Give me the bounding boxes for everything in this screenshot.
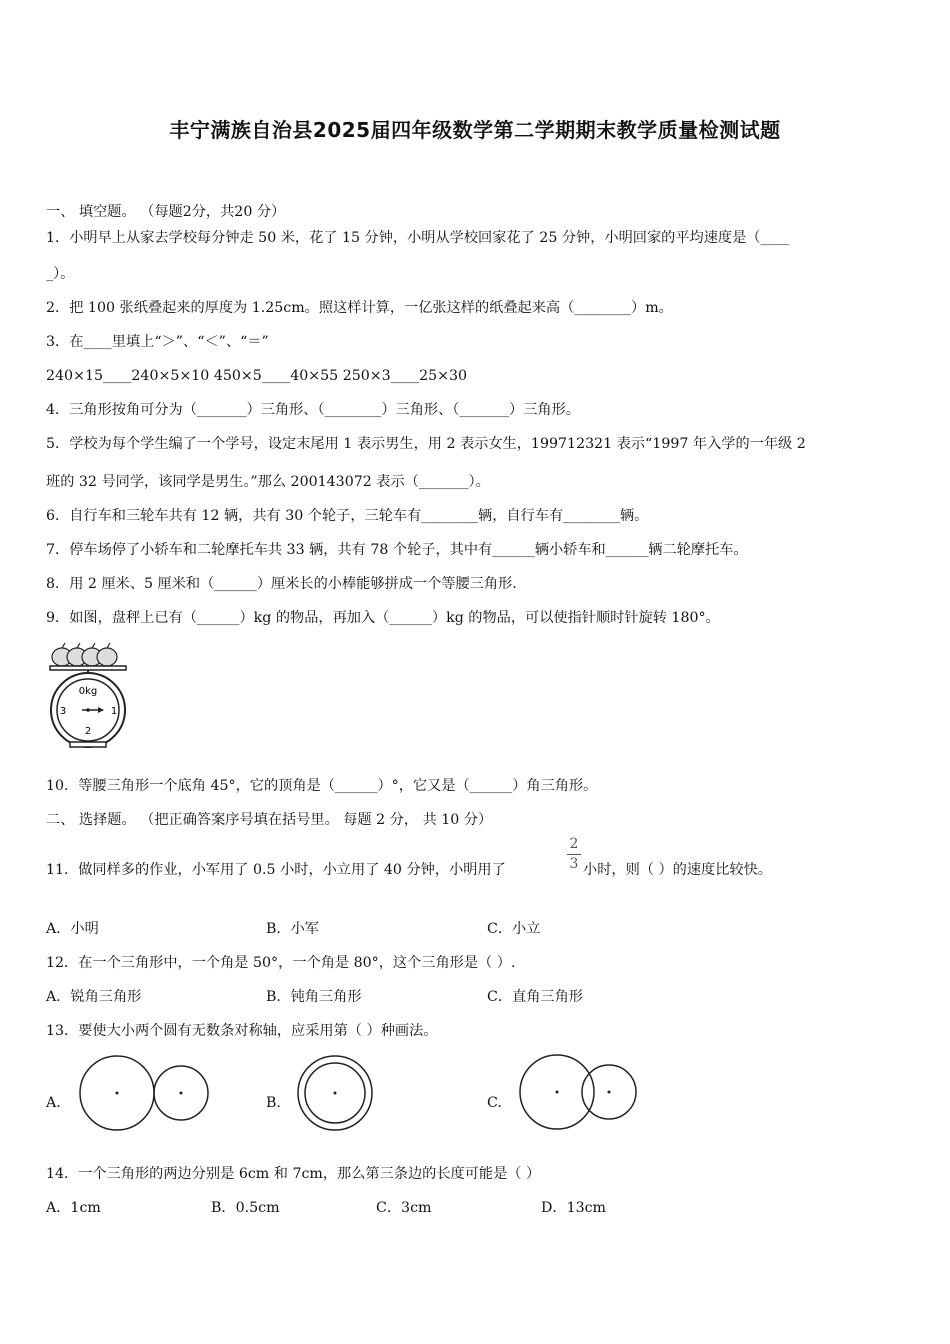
section-2-heading: 二、 选择题。 （把正确答案序号填在括号里。 每题 2 分， 共 10 分） [46, 812, 493, 828]
question-9: 9．如图，盘秤上已有（______）kg 的物品，再加入（______）kg 的物品，可以使指针顺时针旋转 180°。 [46, 610, 720, 626]
q14-option-c: C．3cm [376, 1200, 432, 1216]
section-1-heading: 一、 填空题。 （每题2分，共20 分） [46, 204, 286, 220]
q13-option-a: A. [46, 1095, 61, 1111]
q13-figure-a [76, 1054, 216, 1136]
scale-pan [50, 666, 126, 670]
q11-option-c: C．小立 [487, 921, 541, 937]
q13-option-c: C. [487, 1095, 502, 1111]
scale-label-zero: 0kg [78, 686, 98, 697]
q11-option-b: B．小军 [266, 921, 319, 937]
question-5: 5．学校为每个学生编了一个学号，设定末尾用 1 表示男生，用 2 表示女生，199712321 表示“1997 年入学的一年级 2 [46, 436, 806, 452]
question-11: 11．做同样多的作业，小军用了 0.5 小时，小立用了 40 分钟，小明用了 [46, 862, 506, 878]
question-6: 6．自行车和三轮车共有 12 辆，共有 30 个轮子，三轮车有________辆，自行车有________辆。 [46, 508, 649, 524]
question-7: 7．停车场停了小轿车和二轮摩托车共 33 辆，共有 78 个轮子，其中有______辆小轿车和______辆二轮摩托车。 [46, 542, 748, 558]
question-1-continued: _）。 [46, 266, 75, 282]
question-5-continued: 班的 32 号同学，该同学是男生。”那么 200143072 表示（_______）。 [46, 474, 490, 490]
scale-figure [44, 638, 134, 750]
q12-option-b: B．钝角三角形 [266, 989, 362, 1005]
question-13: 13．要使大小两个圆有无数条对称轴，应采用第（ ）种画法。 [46, 1023, 438, 1039]
q11-option-a: A．小明 [46, 921, 99, 937]
question-12: 12．在一个三角形中，一个角是 50°，一个角是 80°，这个三角形是（ ）. [46, 955, 516, 971]
q13-figure-b [294, 1054, 378, 1136]
question-3-comparisons: 240×15____240×5×10 450×5____40×55 250×3____25×30 [46, 368, 468, 384]
question-8: 8．用 2 厘米、5 厘米和（______）厘米长的小棒能够拼成一个等腰三角形. [46, 576, 517, 592]
question-11-end: 小时，则（ ）的速度比较快。 [583, 862, 772, 878]
question-14: 14．一个三角形的两边分别是 6cm 和 7cm，那么第三条边的长度可能是（ ） [46, 1166, 541, 1182]
fraction-denominator: 3 [569, 856, 579, 872]
scale-label-left: 3 [59, 706, 67, 717]
q13-option-b: B. [266, 1095, 281, 1111]
q14-option-d: D．13cm [541, 1200, 607, 1216]
q14-option-b: B．0.5cm [211, 1200, 280, 1216]
fraction-numerator: 2 [569, 836, 579, 852]
q14-option-a: A．1cm [46, 1200, 101, 1216]
scale-label-bottom: 2 [84, 726, 92, 737]
question-2: 2．把 100 张纸叠起来的厚度为 1.25cm。照这样计算，一亿张这样的纸叠起来高（________）m。 [46, 300, 673, 316]
q12-option-c: C．直角三角形 [487, 989, 583, 1005]
question-1: 1．小明早上从家去学校每分钟走 50 米，花了 15 分钟，小明从学校回家花了 25 分钟，小明回家的平均速度是（____ [46, 230, 789, 246]
scale-label-right: 1 [110, 706, 118, 717]
scale-base [70, 742, 106, 747]
question-3: 3．在____里填上“＞”、“＜”、“＝” [46, 334, 269, 350]
fraction-two-thirds [567, 836, 581, 873]
page-title: 丰宁满族自治县2025届四年级数学第二学期期末教学质量检测试题 [169, 118, 781, 142]
q13-figure-c [516, 1052, 640, 1134]
question-4: 4．三角形按角可分为（_______）三角形、（________）三角形、（_______）三角形。 [46, 402, 580, 418]
q12-option-a: A．锐角三角形 [46, 989, 142, 1005]
apples-icon [52, 643, 117, 666]
question-10: 10．等腰三角形一个底角 45°，它的顶角是（______）°，它又是（______）角三角形。 [46, 778, 598, 794]
